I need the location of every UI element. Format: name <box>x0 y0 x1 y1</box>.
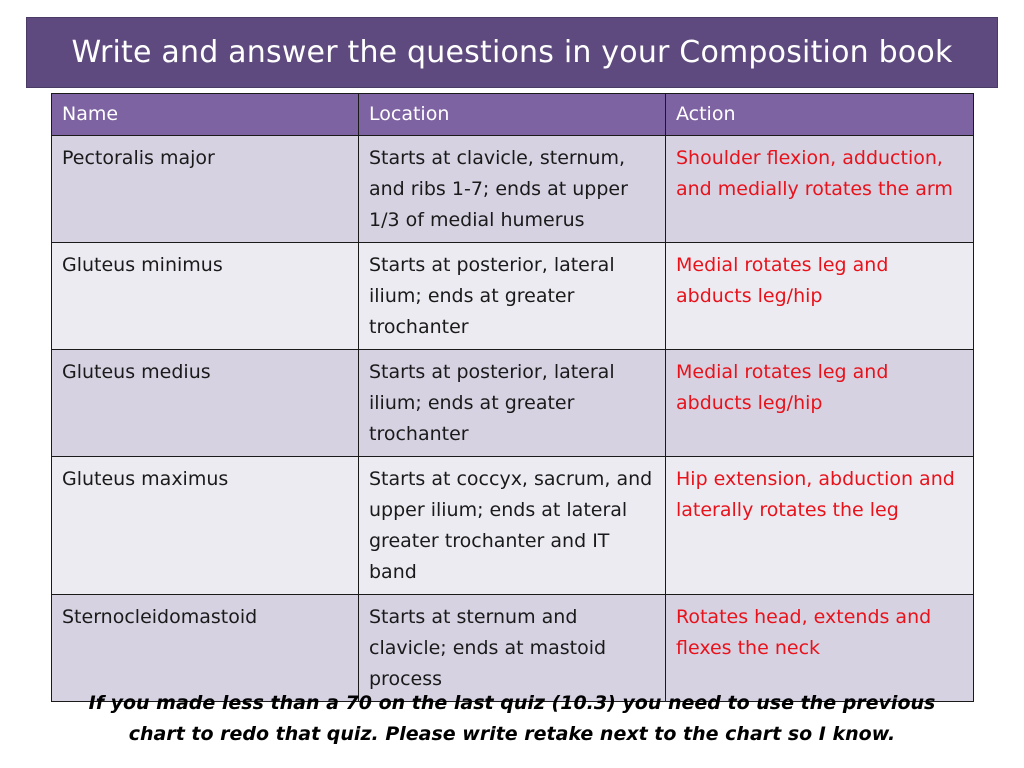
table-row <box>52 595 974 702</box>
muscle-location-cell: Starts at coccyx, sacrum, and upper ilium; ends at lateral greater trochanter and IT band <box>359 457 666 595</box>
table-row <box>52 457 974 595</box>
muscle-action-cell: Hip extension, abduction and laterally rotates the leg <box>666 457 974 595</box>
muscle-location-cell: Starts at posterior, lateral ilium; ends at greater trochanter <box>359 350 666 457</box>
muscle-table <box>51 93 974 702</box>
retake-instructions: If you made less than a 70 on the last quiz (10.3) you need to use the previous chart to redo that quiz. Please write retake next to the chart so I know. <box>88 692 936 745</box>
muscle-action-cell: Medial rotates leg and abducts leg/hip <box>666 350 974 457</box>
table-row <box>52 136 974 243</box>
table-header-row <box>52 94 974 136</box>
muscle-name-cell: Sternocleidomastoid <box>52 595 359 702</box>
muscle-name-cell: Gluteus minimus <box>52 243 359 350</box>
column-header-action: Action <box>666 94 974 136</box>
title-bar <box>26 17 998 88</box>
table-row <box>52 243 974 350</box>
muscle-location-cell: Starts at clavicle, sternum, and ribs 1-7; ends at upper 1/3 of medial humerus <box>359 136 666 243</box>
muscle-action-cell: Medial rotates leg and abducts leg/hip <box>666 243 974 350</box>
muscle-action-cell: Rotates head, extends and flexes the neck <box>666 595 974 702</box>
muscle-name-cell: Gluteus medius <box>52 350 359 457</box>
column-header-name: Name <box>52 94 359 136</box>
muscle-location-cell: Starts at sternum and clavicle; ends at mastoid process <box>359 595 666 702</box>
table-row <box>52 350 974 457</box>
muscle-action-cell: Shoulder flexion, adduction, and medially rotates the arm <box>666 136 974 243</box>
slide-title: Write and answer the questions in your Composition book <box>71 35 953 70</box>
muscle-name-cell: Pectoralis major <box>52 136 359 243</box>
muscle-name-cell: Gluteus maximus <box>52 457 359 595</box>
column-header-location: Location <box>359 94 666 136</box>
muscle-location-cell: Starts at posterior, lateral ilium; ends at greater trochanter <box>359 243 666 350</box>
